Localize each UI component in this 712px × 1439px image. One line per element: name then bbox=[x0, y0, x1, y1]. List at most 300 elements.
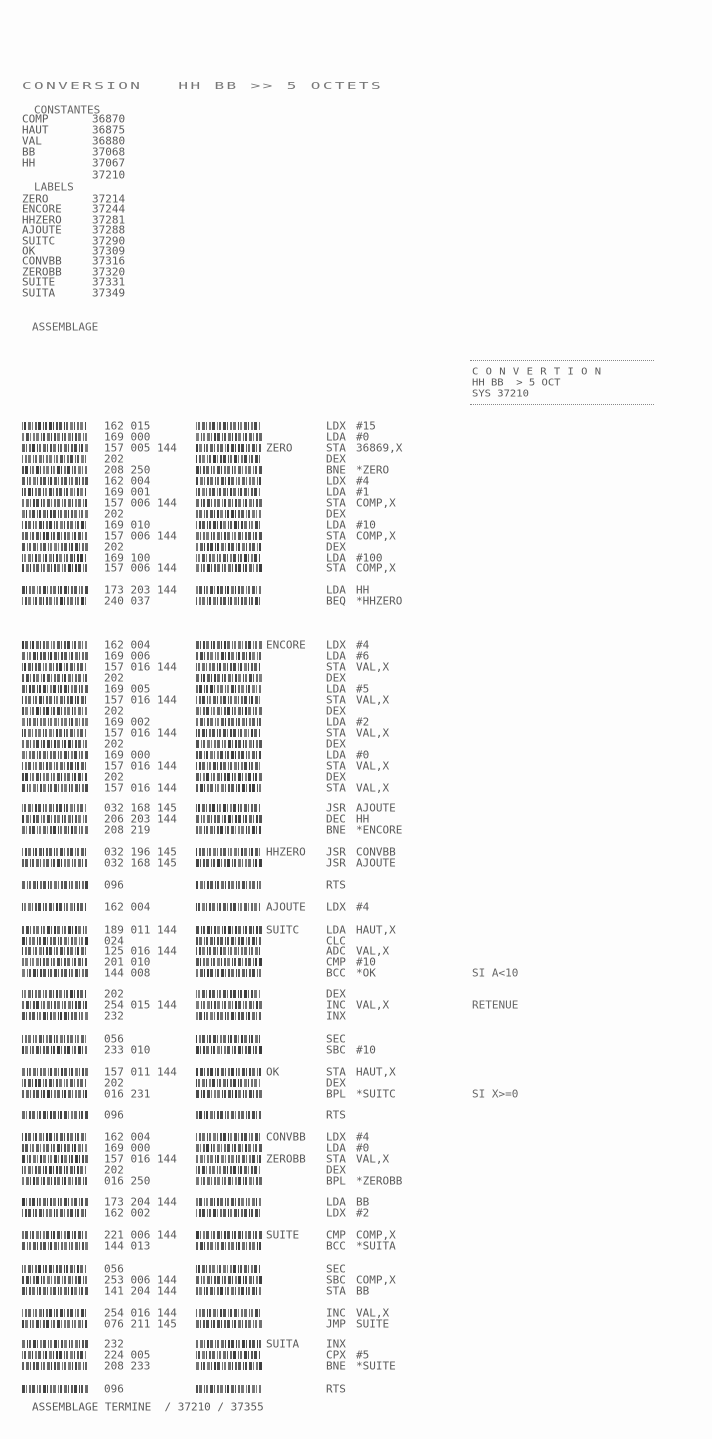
label-name: HHZERO bbox=[22, 213, 62, 227]
operand: *HHZERO bbox=[356, 595, 403, 608]
decimal-glyph-block bbox=[196, 881, 260, 889]
address-glyph-block bbox=[22, 1079, 86, 1087]
decimal-glyph-block bbox=[196, 652, 260, 660]
address-glyph-block bbox=[22, 663, 86, 671]
opcode-mnemonic: INX bbox=[326, 1338, 346, 1351]
operand: BB bbox=[356, 1196, 370, 1209]
opcode-mnemonic: STA bbox=[326, 760, 346, 773]
opcode-mnemonic: DEX bbox=[326, 453, 346, 466]
constant-value: 36875 bbox=[92, 124, 126, 137]
opcode-mnemonic: LDX bbox=[326, 475, 346, 488]
machine-code-bytes: 157 006 144 bbox=[104, 530, 177, 543]
address-glyph-block bbox=[22, 696, 86, 704]
address-glyph-block bbox=[22, 422, 86, 430]
address-glyph-block bbox=[22, 848, 86, 856]
label-value: 37214 bbox=[92, 193, 126, 206]
address-glyph-block bbox=[22, 488, 86, 496]
decimal-glyph-block bbox=[196, 488, 260, 496]
opcode-mnemonic: STA bbox=[326, 782, 346, 795]
decimal-glyph-block bbox=[196, 1035, 260, 1043]
line-label: SUITC bbox=[266, 924, 300, 937]
machine-code-bytes: 016 231 bbox=[104, 1088, 151, 1101]
machine-code-bytes: 162 004 bbox=[104, 475, 151, 488]
opcode-mnemonic: RTS bbox=[326, 1383, 346, 1396]
machine-code-bytes: 144 013 bbox=[104, 1240, 151, 1253]
address-glyph-block bbox=[22, 477, 86, 485]
opcode-mnemonic: JMP bbox=[326, 1318, 346, 1331]
decimal-glyph-block bbox=[196, 718, 260, 726]
decimal-glyph-block bbox=[196, 674, 260, 682]
label-name: AJOUTE bbox=[22, 224, 62, 237]
decimal-glyph-block bbox=[196, 1385, 260, 1393]
operand: HAUT,X bbox=[356, 1066, 396, 1079]
machine-code-bytes: 162 004 bbox=[104, 1131, 151, 1144]
opcode-mnemonic: CMP bbox=[326, 1229, 346, 1242]
machine-code-bytes: 202 bbox=[104, 738, 124, 751]
operand: VAL,X bbox=[356, 727, 390, 740]
label-name: ZEROBB bbox=[22, 265, 62, 279]
decimal-glyph-block bbox=[196, 1351, 260, 1359]
address-glyph-block bbox=[22, 1046, 86, 1054]
address-glyph-block bbox=[22, 543, 86, 551]
opcode-mnemonic: BNE bbox=[326, 1360, 346, 1373]
decimal-glyph-block bbox=[196, 510, 260, 518]
decimal-glyph-block bbox=[196, 564, 260, 572]
machine-code-bytes: 202 bbox=[104, 672, 124, 685]
machine-code-bytes: 157 016 144 bbox=[104, 727, 177, 740]
operand: COMP,X bbox=[356, 1229, 396, 1242]
operand: VAL,X bbox=[356, 661, 390, 674]
decimal-glyph-block bbox=[196, 685, 260, 693]
operand: #2 bbox=[356, 716, 370, 729]
operand: COMP,X bbox=[356, 497, 396, 510]
machine-code-bytes: 224 005 bbox=[104, 1349, 151, 1362]
operand: #10 bbox=[356, 519, 376, 532]
machine-code-bytes: 157 016 144 bbox=[104, 661, 177, 674]
operand: #15 bbox=[356, 420, 376, 433]
opcode-mnemonic: LDA bbox=[326, 683, 346, 696]
address-glyph-block bbox=[22, 1362, 86, 1370]
machine-code-bytes: 032 168 145 bbox=[104, 857, 177, 870]
machine-code-bytes: 169 006 bbox=[104, 650, 151, 663]
label-value: 37290 bbox=[92, 234, 126, 247]
machine-code-bytes: 254 015 144 bbox=[104, 999, 177, 1012]
address-glyph-block bbox=[22, 1133, 86, 1141]
machine-code-bytes: 056 bbox=[104, 1263, 124, 1276]
operand: *ENCORE bbox=[356, 824, 403, 837]
address-glyph-block bbox=[22, 1166, 86, 1174]
machine-code-bytes: 162 004 bbox=[104, 639, 151, 652]
opcode-mnemonic: LDA bbox=[326, 1142, 346, 1155]
address-glyph-block bbox=[22, 685, 86, 693]
machine-code-bytes: 032 168 145 bbox=[104, 802, 177, 815]
operand: *OK bbox=[356, 967, 376, 980]
operand: VAL,X bbox=[356, 694, 390, 707]
operand: #10 bbox=[356, 956, 376, 969]
opcode-mnemonic: SBC bbox=[326, 1274, 346, 1287]
address-glyph-block bbox=[22, 1309, 86, 1317]
opcode-mnemonic: RTS bbox=[326, 1109, 346, 1122]
opcode-mnemonic: STA bbox=[326, 497, 346, 510]
opcode-mnemonic: ADC bbox=[326, 945, 346, 958]
opcode-mnemonic: LDA bbox=[326, 749, 346, 762]
address-glyph-block bbox=[22, 751, 86, 759]
machine-code-bytes: 076 211 145 bbox=[104, 1318, 177, 1331]
decimal-glyph-block bbox=[196, 696, 260, 704]
decimal-glyph-block bbox=[196, 1111, 260, 1119]
operand: #0 bbox=[356, 431, 370, 444]
decimal-glyph-block bbox=[196, 990, 260, 998]
address-glyph-block bbox=[22, 466, 86, 474]
decimal-glyph-block bbox=[196, 707, 260, 715]
machine-code-bytes: 157 006 144 bbox=[104, 497, 177, 510]
machine-code-bytes: 024 bbox=[104, 935, 124, 948]
machine-code-bytes: 189 011 144 bbox=[104, 924, 177, 937]
address-glyph-block bbox=[22, 499, 86, 507]
operand: VAL,X bbox=[356, 1307, 390, 1320]
operand: AJOUTE bbox=[356, 802, 396, 815]
machine-code-bytes: 016 250 bbox=[104, 1175, 151, 1188]
opcode-mnemonic: STA bbox=[326, 442, 346, 455]
machine-code-bytes: 032 196 145 bbox=[104, 846, 177, 859]
opcode-mnemonic: STA bbox=[326, 727, 346, 740]
opcode-mnemonic: SEC bbox=[326, 1263, 346, 1276]
machine-code-bytes: 162 004 bbox=[104, 901, 151, 914]
opcode-mnemonic: CMP bbox=[326, 956, 346, 969]
opcode-mnemonic: LDX bbox=[326, 1207, 346, 1220]
decimal-glyph-block bbox=[196, 586, 260, 594]
address-glyph-block bbox=[22, 881, 86, 889]
operand: COMP,X bbox=[356, 1274, 396, 1287]
address-glyph-block bbox=[22, 826, 86, 834]
label-value: 37320 bbox=[92, 265, 126, 279]
operand: #0 bbox=[356, 1142, 370, 1155]
machine-code-bytes: 253 006 144 bbox=[104, 1274, 177, 1287]
operand: #4 bbox=[356, 1131, 370, 1144]
box-line-3: SYS 37210 bbox=[472, 388, 529, 400]
decimal-glyph-block bbox=[196, 1309, 260, 1317]
opcode-mnemonic: DEX bbox=[326, 705, 346, 718]
address-glyph-block bbox=[22, 762, 86, 770]
address-glyph-block bbox=[22, 1265, 86, 1273]
address-glyph-block bbox=[22, 707, 86, 715]
decimal-glyph-block bbox=[196, 903, 260, 911]
decimal-glyph-block bbox=[196, 958, 260, 966]
decimal-glyph-block bbox=[196, 969, 260, 977]
opcode-mnemonic: LDA bbox=[326, 716, 346, 729]
opcode-mnemonic: LDX bbox=[326, 1131, 346, 1144]
machine-code-bytes: 240 037 bbox=[104, 595, 151, 608]
label-name: ZERO bbox=[22, 193, 49, 206]
constant-value: 36880 bbox=[92, 135, 126, 148]
address-glyph-block bbox=[22, 729, 86, 737]
decimal-glyph-block bbox=[196, 773, 260, 781]
operand: VAL,X bbox=[356, 1153, 390, 1166]
line-label: ZEROBB bbox=[266, 1153, 306, 1166]
line-comment: RETENUE bbox=[472, 999, 519, 1012]
machine-code-bytes: 157 016 144 bbox=[104, 782, 177, 795]
decimal-glyph-block bbox=[196, 729, 260, 737]
machine-code-bytes: 201 010 bbox=[104, 956, 151, 969]
machine-code-bytes: 233 010 bbox=[104, 1044, 151, 1057]
machine-code-bytes: 096 bbox=[104, 879, 124, 892]
operand: COMP,X bbox=[356, 562, 396, 575]
machine-code-bytes: 157 011 144 bbox=[104, 1066, 177, 1079]
constants-heading: CONSTANTES bbox=[34, 104, 101, 117]
decimal-glyph-block bbox=[196, 859, 260, 867]
machine-code-bytes: 162 002 bbox=[104, 1207, 151, 1220]
constant-value: 37210 bbox=[92, 169, 126, 182]
decimal-glyph-block bbox=[196, 521, 260, 529]
operand: #4 bbox=[356, 901, 370, 914]
machine-code-bytes: 169 100 bbox=[104, 552, 151, 565]
decimal-glyph-block bbox=[196, 1155, 260, 1163]
opcode-mnemonic: BNE bbox=[326, 464, 346, 477]
machine-code-bytes: 144 008 bbox=[104, 967, 151, 980]
box-line-2: HH BB > 5 OCT bbox=[472, 377, 561, 389]
machine-code-bytes: 173 204 144 bbox=[104, 1196, 177, 1209]
decimal-glyph-block bbox=[196, 477, 260, 485]
label-value: 37281 bbox=[92, 213, 126, 227]
operand: #10 bbox=[356, 1044, 376, 1057]
address-glyph-block bbox=[22, 1320, 86, 1328]
decimal-glyph-block bbox=[196, 1320, 260, 1328]
address-glyph-block bbox=[22, 1340, 86, 1348]
operand: VAL,X bbox=[356, 760, 390, 773]
machine-code-bytes: 157 016 144 bbox=[104, 760, 177, 773]
opcode-mnemonic: LDA bbox=[326, 431, 346, 444]
machine-code-bytes: 169 000 bbox=[104, 749, 151, 762]
line-label: SUITA bbox=[266, 1338, 300, 1351]
opcode-mnemonic: DEX bbox=[326, 1164, 346, 1177]
address-glyph-block bbox=[22, 926, 86, 934]
address-glyph-block bbox=[22, 958, 86, 966]
opcode-mnemonic: STA bbox=[326, 661, 346, 674]
address-glyph-block bbox=[22, 1287, 86, 1295]
opcode-mnemonic: STA bbox=[326, 1066, 346, 1079]
machine-code-bytes: 208 233 bbox=[104, 1360, 151, 1373]
decimal-glyph-block bbox=[196, 762, 260, 770]
machine-code-bytes: 162 015 bbox=[104, 420, 151, 433]
address-glyph-block bbox=[22, 597, 86, 605]
operand: *SUITA bbox=[356, 1240, 396, 1253]
label-value: 37331 bbox=[92, 276, 126, 289]
constant-name: HAUT bbox=[22, 124, 49, 137]
box-top-rule bbox=[470, 360, 654, 361]
opcode-mnemonic: BCC bbox=[326, 967, 346, 980]
decimal-glyph-block bbox=[196, 1287, 260, 1295]
line-label: AJOUTE bbox=[266, 901, 306, 914]
decimal-glyph-block bbox=[196, 848, 260, 856]
opcode-mnemonic: DEX bbox=[326, 1077, 346, 1090]
address-glyph-block bbox=[22, 444, 86, 452]
line-label: ZERO bbox=[266, 442, 293, 455]
machine-code-bytes: 169 010 bbox=[104, 519, 151, 532]
machine-code-bytes: 202 bbox=[104, 1077, 124, 1090]
label-value: 37244 bbox=[92, 203, 126, 216]
opcode-mnemonic: BPL bbox=[326, 1175, 346, 1188]
address-glyph-block bbox=[22, 969, 86, 977]
decimal-glyph-block bbox=[196, 1209, 260, 1217]
opcode-mnemonic: STA bbox=[326, 694, 346, 707]
address-glyph-block bbox=[22, 1144, 86, 1152]
opcode-mnemonic: DEX bbox=[326, 672, 346, 685]
decimal-glyph-block bbox=[196, 751, 260, 759]
decimal-glyph-block bbox=[196, 1177, 260, 1185]
address-glyph-block bbox=[22, 718, 86, 726]
decimal-glyph-block bbox=[196, 1340, 260, 1348]
decimal-glyph-block bbox=[196, 554, 260, 562]
address-glyph-block bbox=[22, 1068, 86, 1076]
operand: #5 bbox=[356, 683, 370, 696]
machine-code-bytes: 169 000 bbox=[104, 1142, 151, 1155]
opcode-mnemonic: LDA bbox=[326, 924, 346, 937]
operand: AJOUTE bbox=[356, 857, 396, 870]
address-glyph-block bbox=[22, 433, 86, 441]
opcode-mnemonic: RTS bbox=[326, 879, 346, 892]
opcode-mnemonic: LDA bbox=[326, 650, 346, 663]
line-label: CONVBB bbox=[266, 1131, 306, 1144]
opcode-mnemonic: SEC bbox=[326, 1033, 346, 1046]
constant-value: 37067 bbox=[92, 157, 126, 170]
address-glyph-block bbox=[22, 937, 86, 945]
machine-code-bytes: 157 005 144 bbox=[104, 442, 177, 455]
opcode-mnemonic: INC bbox=[326, 999, 346, 1012]
line-label: ENCORE bbox=[266, 639, 306, 652]
opcode-mnemonic: JSR bbox=[326, 802, 346, 815]
machine-code-bytes: 169 000 bbox=[104, 431, 151, 444]
operand: HH bbox=[356, 813, 370, 826]
label-value: 37309 bbox=[92, 245, 126, 258]
decimal-glyph-block bbox=[196, 947, 260, 955]
address-glyph-block bbox=[22, 1001, 86, 1009]
machine-code-bytes: 169 001 bbox=[104, 486, 151, 499]
address-glyph-block bbox=[22, 1351, 86, 1359]
decimal-glyph-block bbox=[196, 641, 260, 649]
label-name: SUITA bbox=[22, 286, 56, 299]
address-glyph-block bbox=[22, 1385, 86, 1393]
decimal-glyph-block bbox=[196, 804, 260, 812]
address-glyph-block bbox=[22, 990, 86, 998]
label-name: CONVBB bbox=[22, 255, 62, 268]
line-label: HHZERO bbox=[266, 846, 306, 859]
opcode-mnemonic: DEX bbox=[326, 738, 346, 751]
opcode-mnemonic: INX bbox=[326, 1010, 346, 1023]
labels-heading: LABELS bbox=[34, 181, 74, 194]
machine-code-bytes: 232 bbox=[104, 1010, 124, 1023]
address-glyph-block bbox=[22, 1198, 86, 1206]
machine-code-bytes: 157 016 144 bbox=[104, 694, 177, 707]
opcode-mnemonic: CLC bbox=[326, 935, 346, 948]
machine-code-bytes: 202 bbox=[104, 1164, 124, 1177]
decimal-glyph-block bbox=[196, 1046, 260, 1054]
address-glyph-block bbox=[22, 784, 86, 792]
machine-code-bytes: 221 006 144 bbox=[104, 1229, 177, 1242]
decimal-glyph-block bbox=[196, 926, 260, 934]
opcode-mnemonic: LDA bbox=[326, 584, 346, 597]
machine-code-bytes: 202 bbox=[104, 988, 124, 1001]
operand: SUITE bbox=[356, 1318, 390, 1331]
address-glyph-block bbox=[22, 455, 86, 463]
operand: *SUITC bbox=[356, 1088, 396, 1101]
decimal-glyph-block bbox=[196, 937, 260, 945]
operand: #1 bbox=[356, 486, 370, 499]
opcode-mnemonic: SBC bbox=[326, 1044, 346, 1057]
label-name: OK bbox=[22, 245, 36, 258]
machine-code-bytes: 096 bbox=[104, 1109, 124, 1122]
decimal-glyph-block bbox=[196, 1012, 260, 1020]
decimal-glyph-block bbox=[196, 1090, 260, 1098]
decimal-glyph-block bbox=[196, 663, 260, 671]
opcode-mnemonic: STA bbox=[326, 530, 346, 543]
decimal-glyph-block bbox=[196, 1001, 260, 1009]
line-comment: SI A<10 bbox=[472, 967, 519, 980]
label-value: 37349 bbox=[92, 286, 126, 299]
opcode-mnemonic: JSR bbox=[326, 857, 346, 870]
address-glyph-block bbox=[22, 674, 86, 682]
operand: 36869,X bbox=[356, 442, 403, 455]
machine-code-bytes: 056 bbox=[104, 1033, 124, 1046]
opcode-mnemonic: DEX bbox=[326, 988, 346, 1001]
address-glyph-block bbox=[22, 1209, 86, 1217]
opcode-mnemonic: BNE bbox=[326, 824, 346, 837]
line-comment: SI X>=0 bbox=[472, 1088, 519, 1101]
label-name: SUITC bbox=[22, 234, 56, 247]
opcode-mnemonic: CPX bbox=[326, 1349, 346, 1362]
decimal-glyph-block bbox=[196, 826, 260, 834]
operand: #4 bbox=[356, 475, 370, 488]
label-name: SUITE bbox=[22, 276, 56, 289]
decimal-glyph-block bbox=[196, 1231, 260, 1239]
opcode-mnemonic: DEC bbox=[326, 813, 346, 826]
address-glyph-block bbox=[22, 532, 86, 540]
operand: COMP,X bbox=[356, 530, 396, 543]
label-name: ENCORE bbox=[22, 203, 62, 216]
decimal-glyph-block bbox=[196, 1079, 260, 1087]
machine-code-bytes: 254 016 144 bbox=[104, 1307, 177, 1320]
opcode-mnemonic: INC bbox=[326, 1307, 346, 1320]
operand: VAL,X bbox=[356, 945, 390, 958]
address-glyph-block bbox=[22, 652, 86, 660]
address-glyph-block bbox=[22, 586, 86, 594]
address-glyph-block bbox=[22, 804, 86, 812]
address-glyph-block bbox=[22, 1231, 86, 1239]
decimal-glyph-block bbox=[196, 740, 260, 748]
address-glyph-block bbox=[22, 564, 86, 572]
operand: #6 bbox=[356, 650, 370, 663]
machine-code-bytes: 169 002 bbox=[104, 716, 151, 729]
label-value: 37316 bbox=[92, 255, 126, 268]
machine-code-bytes: 202 bbox=[104, 508, 124, 521]
address-glyph-block bbox=[22, 1090, 86, 1098]
opcode-mnemonic: STA bbox=[326, 562, 346, 575]
decimal-glyph-block bbox=[196, 543, 260, 551]
operand: #5 bbox=[356, 1349, 370, 1362]
opcode-mnemonic: LDA bbox=[326, 552, 346, 565]
opcode-mnemonic: JSR bbox=[326, 846, 346, 859]
opcode-mnemonic: DEX bbox=[326, 508, 346, 521]
machine-code-bytes: 173 203 144 bbox=[104, 584, 177, 597]
operand: HH bbox=[356, 584, 370, 597]
constant-name: COMP bbox=[22, 113, 49, 126]
machine-code-bytes: 206 203 144 bbox=[104, 813, 177, 826]
address-glyph-block bbox=[22, 510, 86, 518]
machine-code-bytes: 157 016 144 bbox=[104, 1153, 177, 1166]
operand: HAUT,X bbox=[356, 924, 396, 937]
address-glyph-block bbox=[22, 740, 86, 748]
line-label: SUITE bbox=[266, 1229, 300, 1242]
machine-code-bytes: 096 bbox=[104, 1383, 124, 1396]
